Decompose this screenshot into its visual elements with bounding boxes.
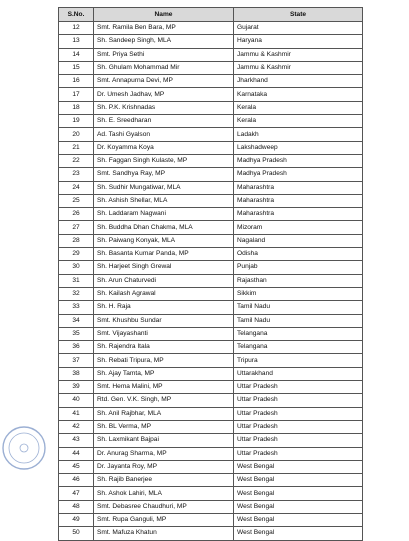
cell-name: Sh. Basanta Kumar Panda, MP xyxy=(94,248,234,261)
cell-state: Uttar Pradesh xyxy=(234,407,363,420)
table-row xyxy=(59,513,363,526)
cell-name: Dr. Jayanta Roy, MP xyxy=(94,460,234,473)
cell-sno: 14 xyxy=(59,48,94,61)
cell-name: Sh. Arun Chaturvedi xyxy=(94,274,234,287)
table-row xyxy=(59,48,363,61)
cell-state: West Bengal xyxy=(234,513,363,526)
table-row xyxy=(59,460,363,473)
cell-sno: 39 xyxy=(59,381,94,394)
cell-state: West Bengal xyxy=(234,460,363,473)
table-row xyxy=(59,327,363,340)
table-row xyxy=(59,181,363,194)
table-row xyxy=(59,168,363,181)
cell-state: Haryana xyxy=(234,35,363,48)
cell-name: Sh. Kailash Agrawal xyxy=(94,287,234,300)
cell-sno: 40 xyxy=(59,394,94,407)
table-row xyxy=(59,287,363,300)
cell-name: Sh. BL Verma, MP xyxy=(94,420,234,433)
cell-state: Uttar Pradesh xyxy=(234,394,363,407)
cell-state: Nagaland xyxy=(234,234,363,247)
cell-name: Sh. Harjeet Singh Grewal xyxy=(94,261,234,274)
cell-state: Madhya Pradesh xyxy=(234,168,363,181)
table-row xyxy=(59,447,363,460)
cell-sno: 12 xyxy=(59,22,94,35)
table-row xyxy=(59,221,363,234)
cell-name: Smt. Annapurna Devi, MP xyxy=(94,75,234,88)
table-row xyxy=(59,527,363,540)
cell-name: Sh. Ashish Shellar, MLA xyxy=(94,194,234,207)
table-row xyxy=(59,394,363,407)
cell-sno: 33 xyxy=(59,301,94,314)
header-state: State xyxy=(234,8,363,22)
cell-state: Kerala xyxy=(234,115,363,128)
cell-name: Sh. Anil Rajbhar, MLA xyxy=(94,407,234,420)
cell-name: Sh. Faggan Singh Kulaste, MP xyxy=(94,154,234,167)
cell-state: Karnataka xyxy=(234,88,363,101)
cell-sno: 23 xyxy=(59,168,94,181)
cell-state: Uttar Pradesh xyxy=(234,447,363,460)
cell-sno: 19 xyxy=(59,115,94,128)
cell-name: Sh. Laddaram Nagwani xyxy=(94,208,234,221)
cell-name: Sh. Ajay Tamta, MP xyxy=(94,367,234,380)
table-header-row xyxy=(59,8,363,22)
table-row xyxy=(59,248,363,261)
table-row xyxy=(59,141,363,154)
cell-state: Gujarat xyxy=(234,22,363,35)
table-row xyxy=(59,261,363,274)
cell-sno: 28 xyxy=(59,234,94,247)
cell-name: Sh. Ghulam Mohammad Mir xyxy=(94,61,234,74)
table-row xyxy=(59,381,363,394)
table-row xyxy=(59,234,363,247)
cell-state: Tripura xyxy=(234,354,363,367)
cell-sno: 50 xyxy=(59,527,94,540)
table-row xyxy=(59,22,363,35)
table-row xyxy=(59,61,363,74)
cell-sno: 29 xyxy=(59,248,94,261)
table-row xyxy=(59,367,363,380)
cell-sno: 41 xyxy=(59,407,94,420)
cell-sno: 24 xyxy=(59,181,94,194)
cell-state: Rajasthan xyxy=(234,274,363,287)
cell-state: Maharashtra xyxy=(234,194,363,207)
cell-state: Madhya Pradesh xyxy=(234,154,363,167)
cell-name: Smt. Sandhya Ray, MP xyxy=(94,168,234,181)
cell-state: Uttar Pradesh xyxy=(234,434,363,447)
cell-name: Sh. Sandeep Singh, MLA xyxy=(94,35,234,48)
cell-sno: 37 xyxy=(59,354,94,367)
table-row xyxy=(59,35,363,48)
cell-state: Uttar Pradesh xyxy=(234,420,363,433)
cell-sno: 30 xyxy=(59,261,94,274)
table-row xyxy=(59,420,363,433)
table-row xyxy=(59,208,363,221)
cell-name: Sh. Buddha Dhan Chakma, MLA xyxy=(94,221,234,234)
cell-name: Rtd. Gen. V.K. Singh, MP xyxy=(94,394,234,407)
table-row xyxy=(59,194,363,207)
cell-sno: 17 xyxy=(59,88,94,101)
cell-state: Odisha xyxy=(234,248,363,261)
cell-state: Mizoram xyxy=(234,221,363,234)
header-name: Name xyxy=(94,8,234,22)
table-row xyxy=(59,88,363,101)
cell-sno: 16 xyxy=(59,75,94,88)
cell-name: Sh. Sudhir Mungatiwar, MLA xyxy=(94,181,234,194)
cell-sno: 21 xyxy=(59,141,94,154)
cell-sno: 31 xyxy=(59,274,94,287)
cell-state: West Bengal xyxy=(234,487,363,500)
cell-sno: 36 xyxy=(59,341,94,354)
cell-sno: 48 xyxy=(59,500,94,513)
cell-state: Jharkhand xyxy=(234,75,363,88)
cell-name: Sh. E. Sreedharan xyxy=(94,115,234,128)
cell-state: Ladakh xyxy=(234,128,363,141)
cell-sno: 49 xyxy=(59,513,94,526)
table-row xyxy=(59,314,363,327)
cell-state: Kerala xyxy=(234,101,363,114)
cell-sno: 25 xyxy=(59,194,94,207)
cell-state: West Bengal xyxy=(234,527,363,540)
cell-name: Smt. Vijayashanti xyxy=(94,327,234,340)
cell-name: Sh. Ashok Lahiri, MLA xyxy=(94,487,234,500)
cell-sno: 32 xyxy=(59,287,94,300)
cell-name: Sh. Laxmikant Bajpai xyxy=(94,434,234,447)
cell-sno: 43 xyxy=(59,434,94,447)
cell-sno: 45 xyxy=(59,460,94,473)
cell-state: West Bengal xyxy=(234,500,363,513)
cell-name: Ad. Tashi Gyalson xyxy=(94,128,234,141)
cell-name: Smt. Rupa Ganguli, MP xyxy=(94,513,234,526)
cell-name: Dr. Anurag Sharma, MP xyxy=(94,447,234,460)
table-row xyxy=(59,301,363,314)
table-row xyxy=(59,487,363,500)
cell-name: Dr. Umesh Jadhav, MP xyxy=(94,88,234,101)
table-row xyxy=(59,101,363,114)
official-seal-icon xyxy=(0,424,48,472)
cell-sno: 38 xyxy=(59,367,94,380)
table-row xyxy=(59,115,363,128)
cell-state: Uttar Pradesh xyxy=(234,381,363,394)
cell-sno: 34 xyxy=(59,314,94,327)
cell-state: Sikkim xyxy=(234,287,363,300)
cell-state: Uttarakhand xyxy=(234,367,363,380)
cell-sno: 47 xyxy=(59,487,94,500)
cell-sno: 18 xyxy=(59,101,94,114)
table-row xyxy=(59,354,363,367)
cell-sno: 26 xyxy=(59,208,94,221)
cell-state: Telangana xyxy=(234,327,363,340)
cell-state: Maharashtra xyxy=(234,208,363,221)
cell-state: Maharashtra xyxy=(234,181,363,194)
cell-state: Lakshadweep xyxy=(234,141,363,154)
table-row xyxy=(59,474,363,487)
cell-state: Jammu & Kashmir xyxy=(234,61,363,74)
cell-sno: 46 xyxy=(59,474,94,487)
cell-state: West Bengal xyxy=(234,474,363,487)
cell-state: Telangana xyxy=(234,341,363,354)
header-sno: S.No. xyxy=(59,8,94,22)
cell-name: Smt. Mafuza Khatun xyxy=(94,527,234,540)
cell-name: Sh. P.K. Krishnadas xyxy=(94,101,234,114)
cell-state: Jammu & Kashmir xyxy=(234,48,363,61)
cell-sno: 27 xyxy=(59,221,94,234)
cell-sno: 22 xyxy=(59,154,94,167)
cell-sno: 35 xyxy=(59,327,94,340)
cell-name: Sh. Rajendra Itala xyxy=(94,341,234,354)
cell-sno: 20 xyxy=(59,128,94,141)
table-body xyxy=(59,22,363,541)
table-row xyxy=(59,500,363,513)
table-row xyxy=(59,154,363,167)
cell-name: Smt. Ramila Ben Bara, MP xyxy=(94,22,234,35)
cell-name: Smt. Khushbu Sundar xyxy=(94,314,234,327)
cell-name: Sh. H. Raja xyxy=(94,301,234,314)
members-table xyxy=(58,7,363,541)
cell-sno: 13 xyxy=(59,35,94,48)
cell-name: Smt. Priya Sethi xyxy=(94,48,234,61)
cell-state: Tamil Nadu xyxy=(234,301,363,314)
table-row xyxy=(59,128,363,141)
cell-name: Smt. Hema Malini, MP xyxy=(94,381,234,394)
table-row xyxy=(59,407,363,420)
cell-name: Sh. Rajib Banerjee xyxy=(94,474,234,487)
cell-state: Tamil Nadu xyxy=(234,314,363,327)
cell-name: Dr. Koyamma Koya xyxy=(94,141,234,154)
table-row xyxy=(59,274,363,287)
cell-sno: 44 xyxy=(59,447,94,460)
table-row xyxy=(59,341,363,354)
table-row xyxy=(59,434,363,447)
cell-name: Smt. Debasree Chaudhuri, MP xyxy=(94,500,234,513)
table-row xyxy=(59,75,363,88)
cell-state: Punjab xyxy=(234,261,363,274)
cell-name: Sh. Rebati Tripura, MP xyxy=(94,354,234,367)
cell-sno: 42 xyxy=(59,420,94,433)
cell-name: Sh. Paiwang Konyak, MLA xyxy=(94,234,234,247)
cell-sno: 15 xyxy=(59,61,94,74)
